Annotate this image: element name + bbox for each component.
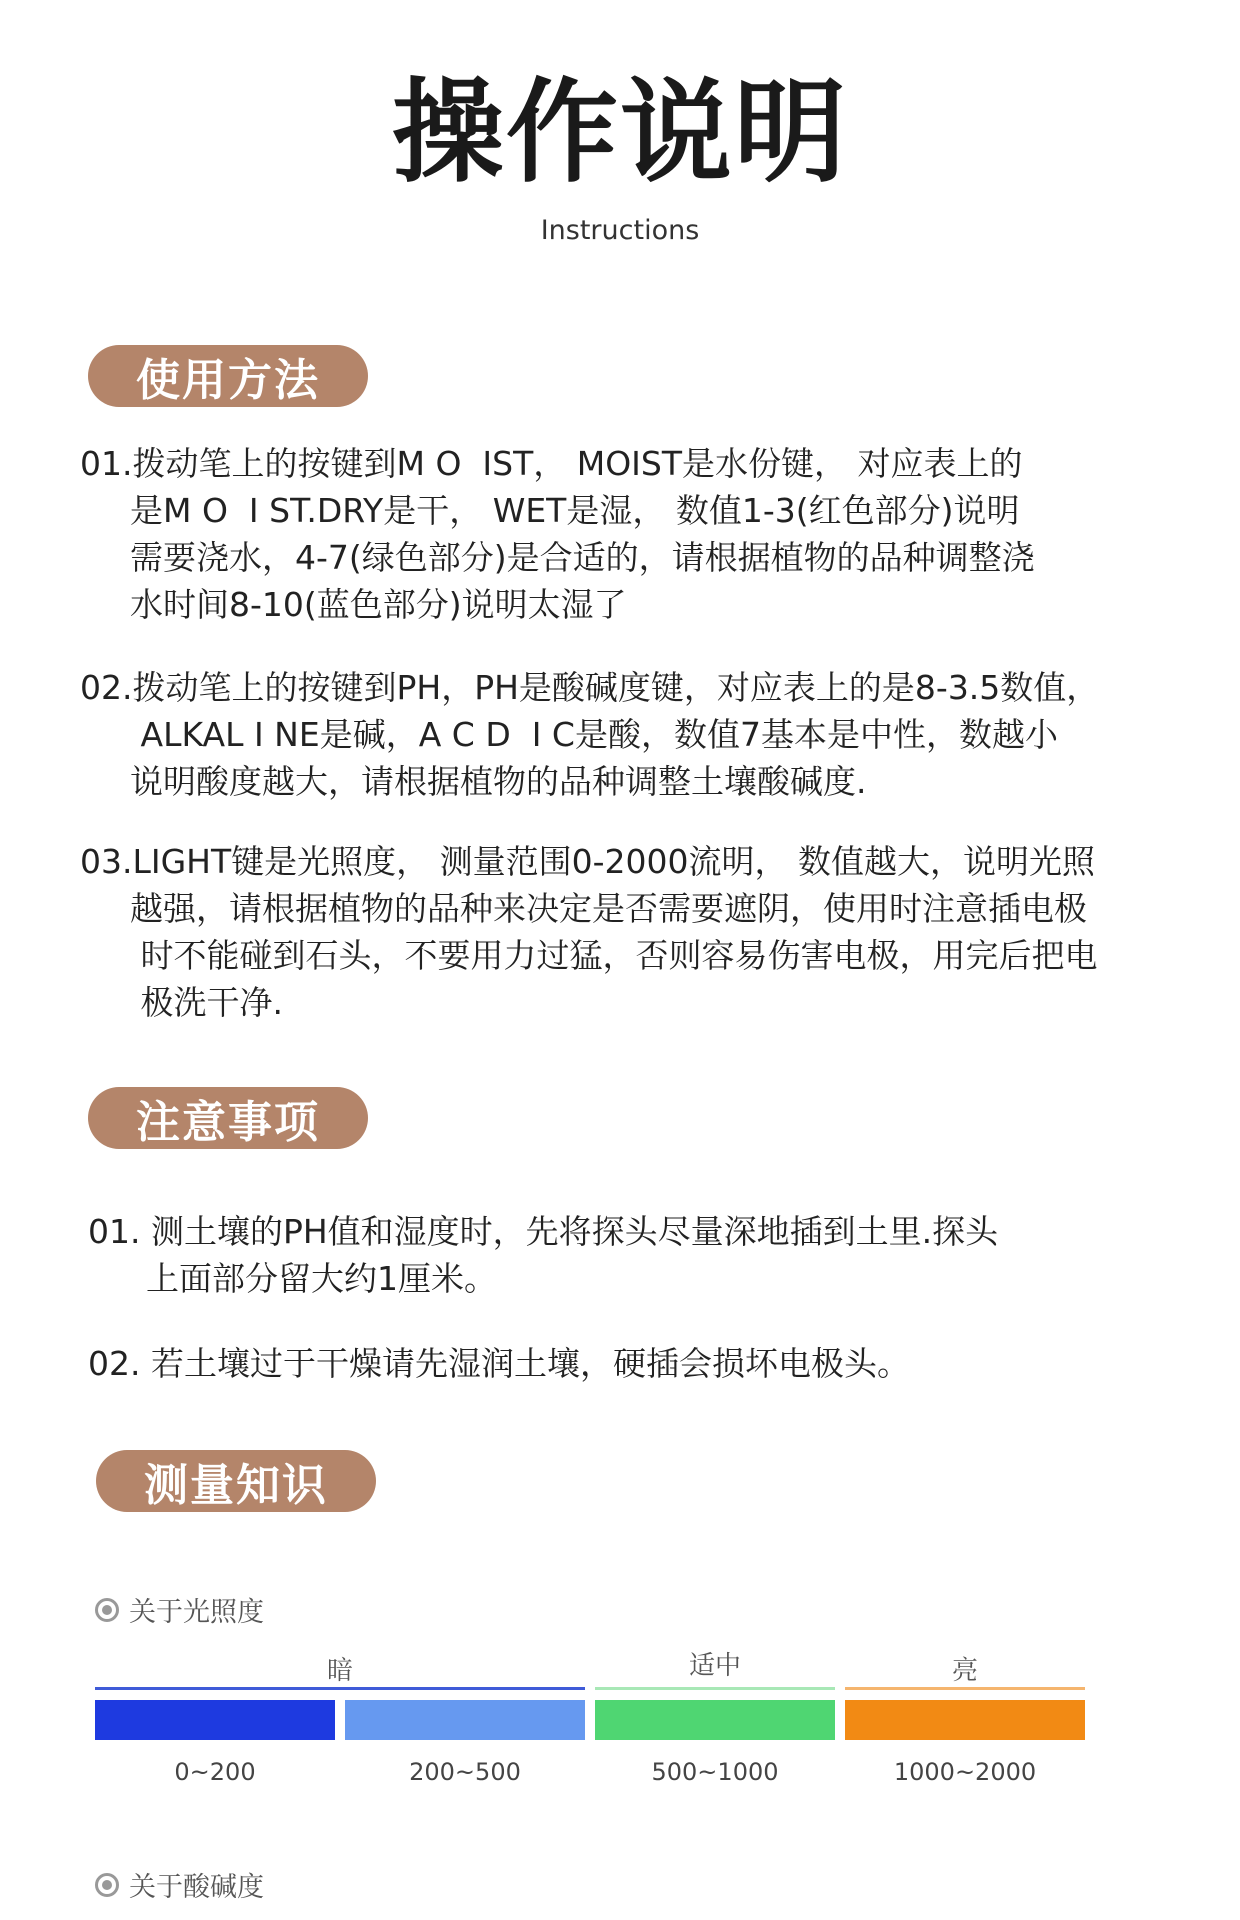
- range-label-0-200: 0~200: [174, 1758, 256, 1786]
- range-bar-0-200: [95, 1700, 335, 1740]
- category-label-bright: 亮: [951, 1656, 978, 1686]
- usage-item-3-line-4: 极洗干净.: [130, 983, 283, 1022]
- usage-item-1: [80, 440, 1035, 628]
- notes-item-2-line-1: 02. 若土壤过于干燥请先湿润土壤，硬插会损坏电极头。: [88, 1344, 910, 1383]
- page-title: 操作说明: [392, 68, 848, 198]
- notes-item-2: [88, 1340, 910, 1387]
- usage-item-1-line-3: 需要浇水，4-7(绿色部分)是合适的，请根据植物的品种调整浇: [130, 538, 1035, 577]
- page-subtitle: Instructions: [540, 215, 700, 246]
- section-label-knowledge: 测量知识: [96, 1450, 376, 1512]
- usage-item-1-line-2: 是M O I ST.DRY是干， WET是湿， 数值1-3(红色部分)说明: [130, 491, 1020, 530]
- target-icon: [95, 1873, 119, 1897]
- range-bar-500-1000: [595, 1700, 835, 1740]
- usage-item-3-line-2: 越强，请根据植物的品种来决定是否需要遮阴，使用时注意插电极: [130, 889, 1087, 928]
- range-label-200-500: 200~500: [409, 1758, 521, 1786]
- range-bar-1000-2000: [845, 1700, 1085, 1740]
- usage-item-3: [80, 838, 1098, 1026]
- range-label-500-1000: 500~1000: [651, 1758, 779, 1786]
- ph-heading-label: 关于酸碱度: [129, 1872, 264, 1903]
- light-heading-label: 关于光照度: [129, 1597, 264, 1628]
- usage-item-3-line-1: 03.LIGHT键是光照度， 测量范围0-2000流明， 数值越大，说明光照: [80, 842, 1096, 881]
- light-heading: [95, 1590, 264, 1629]
- usage-item-1-line-4: 水时间8-10(蓝色部分)说明太湿了: [130, 585, 627, 624]
- category-label-dark: 暗: [326, 1656, 353, 1686]
- usage-item-2: [80, 664, 1099, 805]
- usage-item-2-line-1: 02.拨动笔上的按键到PH，PH是酸碱度键，对应表上的是8-3.5数值，: [80, 668, 1100, 707]
- usage-item-2-line-3: 说明酸度越大，请根据植物的品种调整土壤酸碱度.: [130, 762, 867, 801]
- notes-item-1-line-2: 上面部分留大约1厘米。: [146, 1259, 497, 1298]
- section-label-usage: 使用方法: [88, 345, 368, 407]
- notes-item-1-line-1: 01. 测土壤的PH值和湿度时，先将探头尽量深地插到土里.探头: [88, 1212, 999, 1251]
- range-label-1000-2000: 1000~2000: [893, 1758, 1037, 1786]
- usage-item-3-line-3: 时不能碰到石头，不要用力过猛，否则容易伤害电极，用完后把电: [130, 936, 1098, 975]
- range-bar-200-500: [345, 1700, 585, 1740]
- section-label-notes: 注意事项: [88, 1087, 368, 1149]
- notes-item-1: [88, 1208, 998, 1302]
- category-line-medium: [595, 1687, 835, 1690]
- usage-item-1-line-1: 01.拨动笔上的按键到M O IST， MOIST是水份键， 对应表上的: [80, 444, 1023, 483]
- light-scale-chart: [95, 1630, 1095, 1800]
- target-icon: [95, 1598, 119, 1622]
- ph-heading: [95, 1865, 264, 1904]
- usage-item-2-line-2: ALKAL I NE是碱，A C D I C是酸，数值7基本是中性，数越小: [130, 715, 1058, 754]
- category-label-medium: 适中: [688, 1651, 741, 1681]
- category-line-dark: [95, 1687, 585, 1690]
- category-line-bright: [845, 1687, 1085, 1690]
